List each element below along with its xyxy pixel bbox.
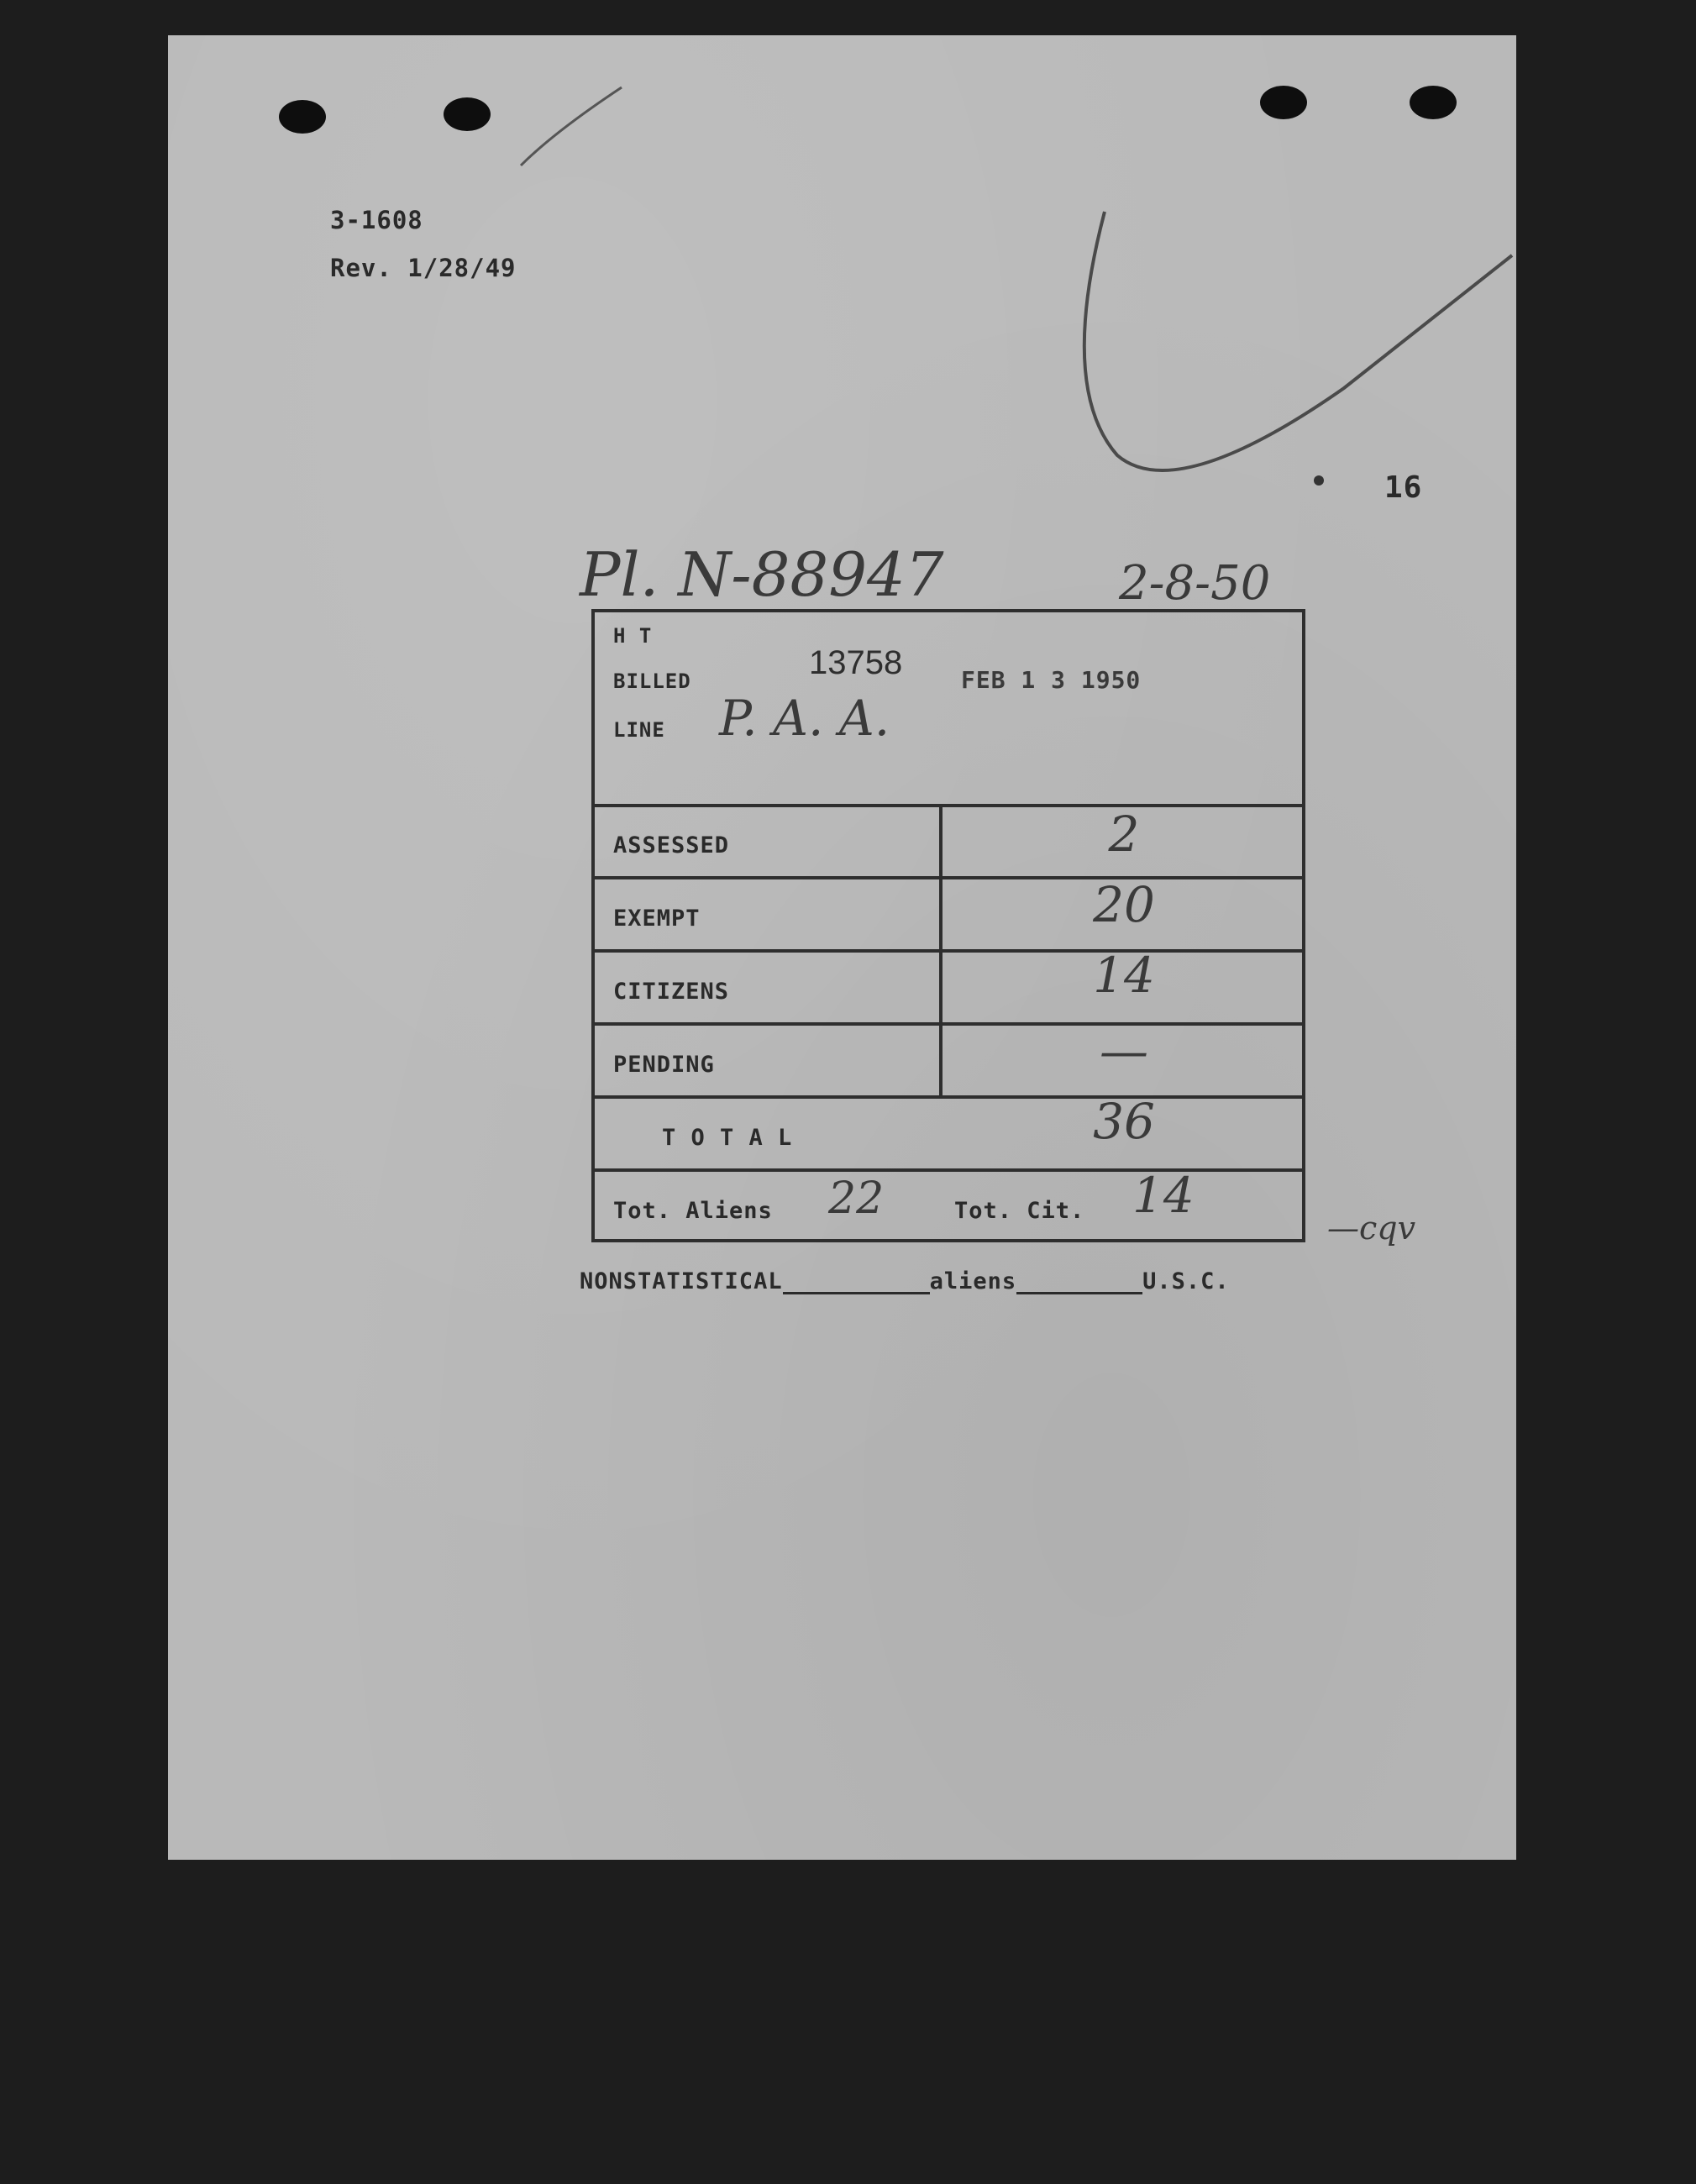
pending-label: PENDING (613, 1052, 715, 1078)
page-number: 16 (1384, 470, 1423, 505)
billed-label: BILLED (613, 669, 691, 693)
line-value: P. A. A. (719, 690, 890, 747)
assessed-value: 2 (1108, 806, 1140, 863)
initials: —cqv (1327, 1210, 1416, 1247)
total-citizens-label: Tot. Cit. (954, 1198, 1085, 1224)
total-aliens-label: Tot. Aliens (613, 1198, 773, 1224)
usc-label: U.S.C. (1142, 1268, 1230, 1294)
form-revision: Rev. 1/28/49 (330, 254, 517, 282)
ht-label: H T (613, 624, 653, 648)
line-label: LINE (613, 718, 665, 742)
exempt-value: 20 (1093, 876, 1155, 933)
citizens-label: CITIZENS (613, 979, 730, 1005)
passenger-count-form (591, 609, 1305, 1242)
handwritten-reference: Pl. N-88947 (580, 539, 944, 610)
nonstatistical-usc-blank (1016, 1267, 1142, 1294)
document-sheet (168, 35, 1516, 1860)
billed-number: 13758 (809, 644, 903, 681)
total-label: T O T A L (662, 1125, 793, 1151)
form-number: 3-1608 (330, 206, 423, 234)
handwritten-date: 2-8-50 (1119, 556, 1271, 611)
aliens-label: aliens (929, 1268, 1017, 1294)
nonstatistical-aliens-blank (783, 1267, 930, 1294)
pending-value: — (1100, 1022, 1148, 1079)
citizens-value: 14 (1093, 947, 1155, 1004)
assessed-label: ASSESSED (613, 832, 730, 858)
nonstatistical-label: NONSTATISTICAL (580, 1268, 783, 1294)
divider-total (595, 1168, 1302, 1172)
received-date-stamp: FEB 1 3 1950 (961, 666, 1142, 694)
total-value: 36 (1093, 1093, 1155, 1150)
total-aliens-value: 22 (828, 1173, 885, 1224)
nonstatistical-line (580, 1267, 1230, 1294)
total-citizens-value: 14 (1132, 1167, 1195, 1224)
exempt-label: EXEMPT (613, 906, 701, 932)
